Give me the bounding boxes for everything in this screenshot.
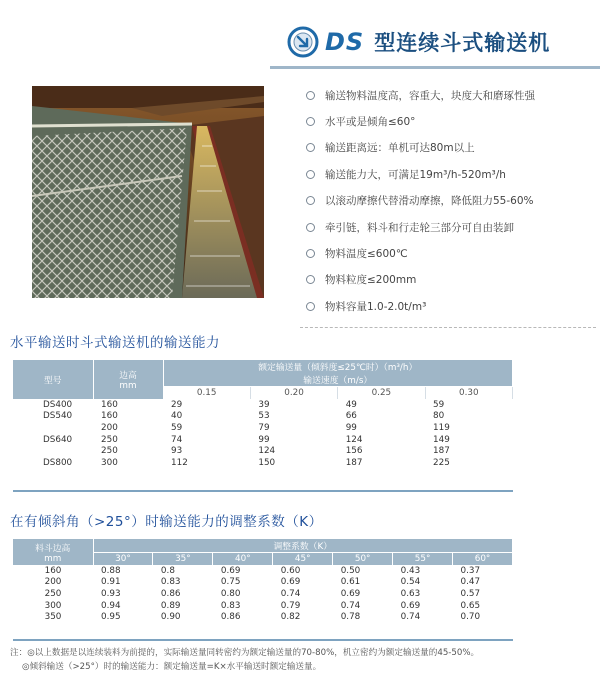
- bullet-icon: [306, 302, 315, 311]
- col-model: 型号: [13, 360, 93, 399]
- angle-header: 45°: [273, 553, 333, 566]
- col-bucket-size-unit: mm: [44, 553, 62, 564]
- section-title-coefficient: 在有倾斜角（>25°）时输送能力的调整系数（K）: [10, 514, 323, 530]
- cell-value: 0.82: [280, 612, 301, 623]
- cell-value: 0.70: [460, 612, 481, 623]
- cell-value: 0.50: [340, 565, 361, 576]
- table-row: [13, 600, 513, 612]
- angle-header: 40°: [213, 553, 273, 566]
- cell-size: 350: [44, 612, 62, 623]
- cell-value: 74: [171, 434, 183, 445]
- cell-value: 0.93: [101, 588, 121, 599]
- cell-value: 149: [433, 434, 450, 445]
- cell-bw: 300: [101, 457, 118, 468]
- feature-text: 输送物料温度高，容重大，块度大和磨琢性强: [325, 89, 535, 102]
- bullet-icon: [306, 275, 315, 284]
- cell-value: 99: [258, 434, 270, 445]
- cell-value: 124: [345, 434, 363, 445]
- feature-item: [306, 293, 596, 319]
- col-bucket-size: [13, 539, 93, 565]
- cell-value: 93: [171, 446, 183, 457]
- cell-value: 0.79: [280, 600, 301, 611]
- feature-item: [306, 267, 596, 293]
- speed-header: 0.20: [250, 387, 337, 400]
- angle-header: 50°: [333, 553, 393, 566]
- cell-model: [13, 422, 93, 434]
- cell-value: 66: [345, 411, 357, 422]
- bullet-icon: [306, 196, 315, 205]
- col-coefficient: 调整系数（K）: [93, 539, 513, 553]
- table-row: [13, 611, 513, 623]
- cell-value: 0.80: [220, 588, 241, 599]
- cell-value: 0.43: [400, 565, 421, 576]
- cell-value: 49: [345, 399, 357, 410]
- table-bottom-rule: [13, 639, 513, 641]
- cell-model: DS540: [43, 411, 73, 422]
- table-row: [13, 565, 513, 577]
- bullet-icon: [306, 91, 315, 100]
- cell-bw: 200: [101, 422, 118, 433]
- cell-value: 0.83: [160, 577, 181, 588]
- cell-value: 0.83: [220, 600, 241, 611]
- page-title: 型连续斗式输送机: [374, 31, 551, 55]
- cell-value: 0.57: [460, 588, 481, 599]
- bullet-icon: [306, 117, 315, 126]
- cell-value: 39: [258, 399, 270, 410]
- cell-value: 0.60: [280, 565, 301, 576]
- cell-value: 225: [433, 457, 450, 468]
- cell-model: DS400: [43, 399, 73, 410]
- cell-value: 0.61: [340, 577, 361, 588]
- feature-text: 物料容量1.0-2.0t/m³: [325, 300, 427, 313]
- cell-value: 0.54: [400, 577, 421, 588]
- feature-text: 以滚动摩擦代替滑动摩擦，降低阻力55-60%: [325, 195, 534, 208]
- brand-label: DS: [325, 28, 365, 56]
- cell-value: 29: [171, 399, 183, 410]
- col-capacity: [163, 360, 513, 387]
- speed-header: 0.25: [338, 387, 425, 400]
- cell-value: 0.75: [220, 577, 241, 588]
- cell-value: 112: [171, 457, 188, 468]
- cell-value: 0.78: [340, 612, 361, 623]
- cell-value: 0.69: [280, 577, 301, 588]
- table-row: [13, 457, 513, 469]
- cell-value: 187: [345, 457, 363, 468]
- table-row: [13, 577, 513, 589]
- angle-header: 55°: [393, 553, 453, 566]
- feature-item: [306, 161, 596, 187]
- cell-value: 0.37: [460, 565, 481, 576]
- cell-value: 0.86: [160, 588, 181, 599]
- cell-value: 80: [433, 411, 445, 422]
- cell-value: 0.95: [101, 612, 121, 623]
- page-header: [287, 24, 550, 60]
- cell-value: 124: [258, 446, 276, 457]
- cell-value: 0.74: [400, 612, 421, 623]
- cell-value: 150: [258, 457, 276, 468]
- cell-value: 0.91: [101, 577, 121, 588]
- speed-header: 0.30: [425, 387, 512, 400]
- angle-header: 35°: [153, 553, 213, 566]
- cell-value: 0.86: [220, 612, 241, 623]
- cell-value: 59: [433, 399, 445, 410]
- footnote-1: 注：◎以上数据是以连续装料为前提的，实际输送量同转密约为额定输送量的70-80%，机立密约为额定输送量的45-50%。: [10, 648, 480, 658]
- cell-size: 200: [44, 577, 62, 588]
- cell-model: DS640: [43, 434, 73, 445]
- cell-value: 119: [433, 422, 450, 433]
- cell-value: 99: [345, 422, 357, 433]
- arrow-circle-icon: [287, 26, 319, 58]
- cell-value: 0.65: [460, 600, 481, 611]
- speed-header: 0.15: [163, 387, 250, 400]
- table-row: [13, 445, 513, 457]
- coefficient-table: [13, 539, 513, 623]
- col-speed-label: 输送速度（m/s）: [303, 376, 373, 386]
- cell-value: 0.90: [160, 612, 181, 623]
- cell-bw: 250: [101, 446, 118, 457]
- cell-size: 160: [44, 565, 62, 576]
- cell-model: [13, 445, 93, 457]
- col-bucket-height-label: 边高: [119, 371, 137, 381]
- table-row: [13, 411, 513, 423]
- cell-bw: 160: [101, 411, 118, 422]
- bullet-icon: [306, 170, 315, 179]
- feature-item: [306, 240, 596, 266]
- angle-header: 60°: [453, 553, 513, 566]
- cell-bw: 160: [101, 399, 118, 410]
- cell-bw: 250: [101, 434, 118, 445]
- cell-value: 0.8: [160, 565, 175, 576]
- col-bucket-height-unit: mm: [119, 381, 137, 391]
- table-row: [13, 399, 513, 411]
- cell-value: 53: [258, 411, 270, 422]
- conveyor-photo: [32, 86, 264, 298]
- angle-header: 30°: [93, 553, 153, 566]
- cell-value: 0.69: [220, 565, 241, 576]
- cell-model: DS800: [43, 457, 73, 468]
- feature-divider: [300, 327, 596, 328]
- cell-value: 0.69: [340, 588, 361, 599]
- table-bottom-rule: [13, 490, 513, 492]
- cell-value: 40: [171, 411, 183, 422]
- col-capacity-label: 额定输送量（倾斜度≤25℃时）（m³/h）: [258, 363, 418, 373]
- feature-text: 物料温度≤600℃: [325, 248, 408, 261]
- section-title-capacity: 水平输送时斗式输送机的输送能力: [10, 335, 220, 351]
- col-bucket-size-label: 料斗边高: [35, 543, 71, 554]
- table-row: [13, 422, 513, 434]
- cell-value: 59: [171, 422, 183, 433]
- cell-value: 187: [433, 446, 450, 457]
- cell-value: 0.69: [400, 600, 421, 611]
- feature-text: 物料粒度≤200mm: [325, 274, 417, 287]
- col-bucket-height: [93, 360, 163, 399]
- title-divider: [270, 66, 600, 69]
- feature-item: [306, 108, 596, 134]
- feature-item: [306, 135, 596, 161]
- cell-value: 0.47: [460, 577, 481, 588]
- cell-value: 0.94: [101, 600, 121, 611]
- table-row: [13, 588, 513, 600]
- feature-list: [306, 82, 596, 320]
- cell-value: 0.74: [280, 588, 301, 599]
- cell-value: 79: [258, 422, 270, 433]
- feature-item: [306, 214, 596, 240]
- bullet-icon: [306, 249, 315, 258]
- feature-item: [306, 82, 596, 108]
- cell-size: 250: [44, 588, 62, 599]
- cell-value: 0.89: [160, 600, 181, 611]
- feature-item: [306, 188, 596, 214]
- feature-text: 水平或是倾角≤60°: [325, 116, 416, 129]
- feature-text: 牵引链，料斗和行走轮三部分可自由装卸: [325, 221, 514, 234]
- cell-value: 156: [345, 446, 363, 457]
- capacity-table: [13, 360, 513, 469]
- cell-value: 0.88: [101, 565, 121, 576]
- feature-text: 输送能力大，可满足19m³/h-520m³/h: [325, 168, 506, 181]
- cell-size: 300: [44, 600, 62, 611]
- footnotes: [10, 646, 479, 674]
- feature-text: 输送距离远：单机可达80m以上: [325, 142, 475, 155]
- bullet-icon: [306, 223, 315, 232]
- footnote-2: ◎倾斜输送（>25°）时的输送能力：额定输送量=K×水平输送时额定输送量。: [22, 662, 322, 672]
- bullet-icon: [306, 143, 315, 152]
- table-row: [13, 434, 513, 446]
- cell-value: 0.63: [400, 588, 421, 599]
- cell-value: 0.74: [340, 600, 361, 611]
